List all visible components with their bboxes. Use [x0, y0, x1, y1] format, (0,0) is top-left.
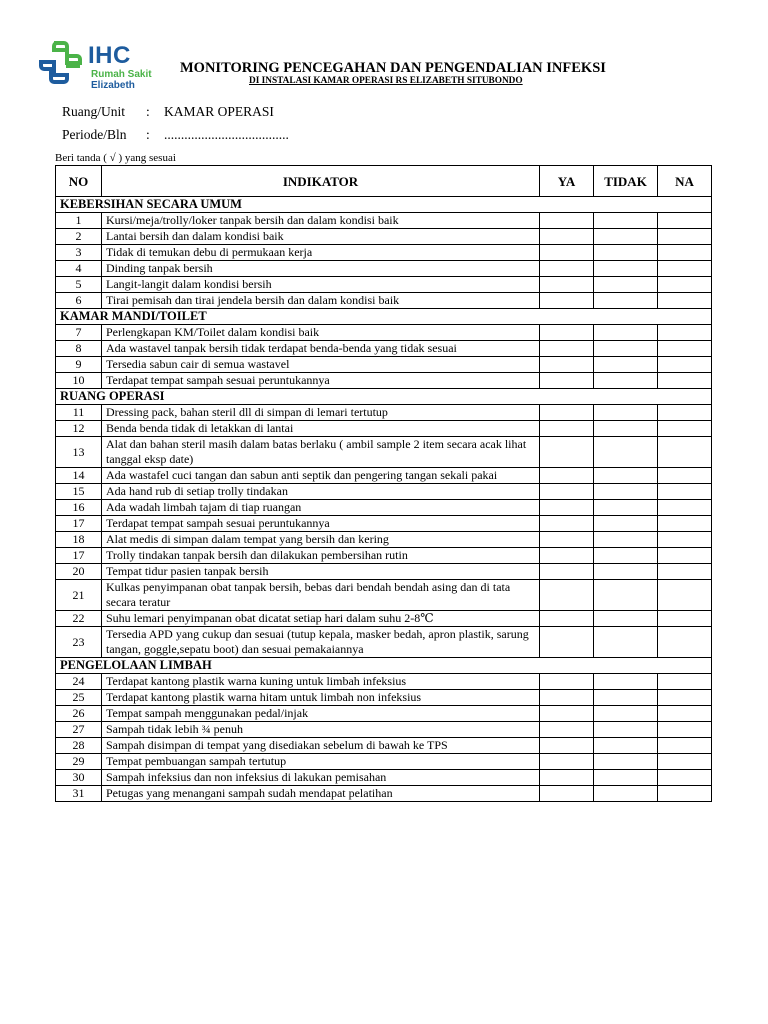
- row-number: 2: [56, 229, 102, 245]
- check-cell-tidak[interactable]: [594, 500, 658, 516]
- check-cell-tidak[interactable]: [594, 405, 658, 421]
- row-number: 30: [56, 770, 102, 786]
- page-subtitle: DI INSTALASI KAMAR OPERASI RS ELIZABETH SITUBONDO: [249, 76, 523, 86]
- indicator-text: Ada hand rub di setiap trolly tindakan: [102, 484, 540, 500]
- row-number: 29: [56, 754, 102, 770]
- indicator-text: Lantai bersih dan dalam kondisi baik: [102, 229, 540, 245]
- check-cell-na[interactable]: [658, 627, 712, 658]
- section-title: RUANG OPERASI: [56, 389, 712, 405]
- row-number: 22: [56, 611, 102, 627]
- row-number: 17: [56, 548, 102, 564]
- unit-separator: :: [146, 104, 150, 119]
- check-cell-tidak[interactable]: [594, 532, 658, 548]
- check-cell-na[interactable]: [658, 277, 712, 293]
- check-cell-na[interactable]: [658, 564, 712, 580]
- row-number: 24: [56, 674, 102, 690]
- table-row: [56, 674, 712, 690]
- check-cell-ya[interactable]: [540, 611, 594, 627]
- section-title: PENGELOLAAN LIMBAH: [56, 658, 712, 674]
- check-cell-ya[interactable]: [540, 229, 594, 245]
- check-cell-ya[interactable]: [540, 357, 594, 373]
- page-title: MONITORING PENCEGAHAN DAN PENGENDALIAN INFEKSI: [180, 60, 606, 76]
- logo-line-1: Rumah Sakit: [91, 69, 152, 80]
- section-header-row: [56, 309, 712, 325]
- indicator-text: Tempat tidur pasien tanpak bersih: [102, 564, 540, 580]
- section-header-row: [56, 658, 712, 674]
- row-number: 9: [56, 357, 102, 373]
- table-row: [56, 341, 712, 357]
- table-row: [56, 770, 712, 786]
- row-number: 5: [56, 277, 102, 293]
- table-row: [56, 690, 712, 706]
- check-cell-na[interactable]: [658, 690, 712, 706]
- check-cell-ya[interactable]: [540, 627, 594, 658]
- check-cell-na[interactable]: [658, 293, 712, 309]
- table-row: [56, 722, 712, 738]
- instruction-note: Beri tanda ( √ ) yang sesuai: [55, 152, 176, 164]
- check-cell-ya[interactable]: [540, 293, 594, 309]
- row-number: 14: [56, 468, 102, 484]
- table-row: [56, 437, 712, 468]
- check-cell-ya[interactable]: [540, 405, 594, 421]
- row-number: 23: [56, 627, 102, 658]
- row-number: 3: [56, 245, 102, 261]
- header-ya: YA: [540, 166, 594, 197]
- table-row: [56, 277, 712, 293]
- row-number: 11: [56, 405, 102, 421]
- row-number: 31: [56, 786, 102, 802]
- indicator-text: Dressing pack, bahan steril dll di simpan di lemari tertutup: [102, 405, 540, 421]
- row-number: 20: [56, 564, 102, 580]
- check-cell-tidak[interactable]: [594, 706, 658, 722]
- indicator-text: Terdapat tempat sampah sesuai peruntukannya: [102, 373, 540, 389]
- check-cell-tidak[interactable]: [594, 786, 658, 802]
- check-cell-tidak[interactable]: [594, 341, 658, 357]
- indicator-text: Tempat sampah menggunakan pedal/injak: [102, 706, 540, 722]
- row-number: 27: [56, 722, 102, 738]
- table-row: [56, 213, 712, 229]
- row-number: 16: [56, 500, 102, 516]
- check-cell-ya[interactable]: [540, 341, 594, 357]
- indicator-text: Alat medis di simpan dalam tempat yang bersih dan kering: [102, 532, 540, 548]
- period-value-field[interactable]: .....................................: [164, 127, 289, 142]
- table-row: [56, 580, 712, 611]
- row-number: 26: [56, 706, 102, 722]
- table-row: [56, 325, 712, 341]
- check-cell-na[interactable]: [658, 405, 712, 421]
- period-label: Periode/Bln: [62, 127, 127, 142]
- logo-line-2: Elizabeth: [91, 80, 135, 91]
- check-cell-na[interactable]: [658, 500, 712, 516]
- indicator-text: Terdapat kantong plastik warna hitam untuk limbah non infeksius: [102, 690, 540, 706]
- unit-label: Ruang/Unit: [62, 104, 125, 119]
- table-row: [56, 548, 712, 564]
- check-cell-na[interactable]: [658, 754, 712, 770]
- table-row: [56, 468, 712, 484]
- period-separator: :: [146, 127, 150, 142]
- check-cell-na[interactable]: [658, 786, 712, 802]
- check-cell-na[interactable]: [658, 245, 712, 261]
- indicator-text: Perlengkapan KM/Toilet dalam kondisi baik: [102, 325, 540, 341]
- check-cell-na[interactable]: [658, 484, 712, 500]
- check-cell-ya[interactable]: [540, 548, 594, 564]
- check-cell-tidak[interactable]: [594, 722, 658, 738]
- check-cell-ya[interactable]: [540, 500, 594, 516]
- table-header-row: [56, 166, 712, 197]
- check-cell-ya[interactable]: [540, 213, 594, 229]
- check-cell-na[interactable]: [658, 325, 712, 341]
- indicator-text: Tempat pembuangan sampah tertutup: [102, 754, 540, 770]
- check-cell-tidak[interactable]: [594, 516, 658, 532]
- check-cell-ya[interactable]: [540, 261, 594, 277]
- table-row: [56, 357, 712, 373]
- check-cell-tidak[interactable]: [594, 373, 658, 389]
- unit-row: [62, 104, 274, 120]
- check-cell-na[interactable]: [658, 229, 712, 245]
- check-cell-tidak[interactable]: [594, 293, 658, 309]
- check-cell-tidak[interactable]: [594, 611, 658, 627]
- row-number: 10: [56, 373, 102, 389]
- indicator-text: Terdapat tempat sampah sesuai peruntukannya: [102, 516, 540, 532]
- check-cell-ya[interactable]: [540, 277, 594, 293]
- check-cell-tidak[interactable]: [594, 690, 658, 706]
- row-number: 28: [56, 738, 102, 754]
- check-cell-na[interactable]: [658, 373, 712, 389]
- indicator-text: Petugas yang menangani sampah sudah mendapat pelatihan: [102, 786, 540, 802]
- check-cell-tidak[interactable]: [594, 468, 658, 484]
- check-cell-na[interactable]: [658, 437, 712, 468]
- row-number: 21: [56, 580, 102, 611]
- indicator-text: Dinding tanpak bersih: [102, 261, 540, 277]
- period-row: [62, 127, 289, 143]
- check-cell-ya[interactable]: [540, 421, 594, 437]
- table-row: [56, 484, 712, 500]
- table-row: [56, 421, 712, 437]
- check-cell-ya[interactable]: [540, 532, 594, 548]
- row-number: 15: [56, 484, 102, 500]
- section-title: KEBERSIHAN SECARA UMUM: [56, 197, 712, 213]
- indicator-text: Kursi/meja/trolly/loker tanpak bersih dan dalam kondisi baik: [102, 213, 540, 229]
- check-cell-tidak[interactable]: [594, 627, 658, 658]
- header-indikator: INDIKATOR: [102, 166, 540, 197]
- check-cell-ya[interactable]: [540, 373, 594, 389]
- check-cell-tidak[interactable]: [594, 548, 658, 564]
- table-row: [56, 754, 712, 770]
- table-row: [56, 627, 712, 658]
- table-row: [56, 516, 712, 532]
- row-number: 4: [56, 261, 102, 277]
- indicator-text: Terdapat kantong plastik warna kuning untuk limbah infeksius: [102, 674, 540, 690]
- check-cell-tidak[interactable]: [594, 754, 658, 770]
- checklist-table: [55, 165, 712, 802]
- table-row: [56, 293, 712, 309]
- indicator-text: Alat dan bahan steril masih dalam batas berlaku ( ambil sample 2 item secara acak lihat tanggal eksp date): [102, 437, 540, 468]
- check-cell-tidak[interactable]: [594, 245, 658, 261]
- indicator-text: Tersedia sabun cair di semua wastavel: [102, 357, 540, 373]
- check-cell-tidak[interactable]: [594, 229, 658, 245]
- row-number: 12: [56, 421, 102, 437]
- check-cell-ya[interactable]: [540, 564, 594, 580]
- hospital-logo: [38, 40, 158, 100]
- indicator-text: Tidak di temukan debu di permukaan kerja: [102, 245, 540, 261]
- header-tidak: TIDAK: [594, 166, 658, 197]
- indicator-text: Tirai pemisah dan tirai jendela bersih dan dalam kondisi baik: [102, 293, 540, 309]
- table-row: [56, 706, 712, 722]
- check-cell-ya[interactable]: [540, 437, 594, 468]
- check-cell-na[interactable]: [658, 421, 712, 437]
- indicator-text: Ada wastavel tanpak bersih tidak terdapat benda-benda yang tidak sesuai: [102, 341, 540, 357]
- table-row: [56, 229, 712, 245]
- check-cell-tidak[interactable]: [594, 738, 658, 754]
- check-cell-ya[interactable]: [540, 786, 594, 802]
- logo-brand-text: IHC: [88, 42, 131, 69]
- check-cell-na[interactable]: [658, 770, 712, 786]
- check-cell-na[interactable]: [658, 357, 712, 373]
- check-cell-ya[interactable]: [540, 722, 594, 738]
- check-cell-tidak[interactable]: [594, 437, 658, 468]
- check-cell-tidak[interactable]: [594, 421, 658, 437]
- check-cell-ya[interactable]: [540, 325, 594, 341]
- check-cell-tidak[interactable]: [594, 213, 658, 229]
- check-cell-na[interactable]: [658, 722, 712, 738]
- row-number: 18: [56, 532, 102, 548]
- check-cell-ya[interactable]: [540, 245, 594, 261]
- table-row: [56, 532, 712, 548]
- table-body: [56, 197, 712, 802]
- check-cell-tidak[interactable]: [594, 580, 658, 611]
- indicator-text: Trolly tindakan tanpak bersih dan dilakukan pembersihan rutin: [102, 548, 540, 564]
- check-cell-tidak[interactable]: [594, 277, 658, 293]
- row-number: 17: [56, 516, 102, 532]
- check-cell-na[interactable]: [658, 468, 712, 484]
- table-row: [56, 405, 712, 421]
- cross-logo-icon: [38, 40, 86, 88]
- check-cell-tidak[interactable]: [594, 564, 658, 580]
- header-no: NO: [56, 166, 102, 197]
- row-number: 6: [56, 293, 102, 309]
- section-header-row: [56, 197, 712, 213]
- check-cell-na[interactable]: [658, 213, 712, 229]
- check-cell-na[interactable]: [658, 261, 712, 277]
- table-row: [56, 261, 712, 277]
- section-title: KAMAR MANDI/TOILET: [56, 309, 712, 325]
- check-cell-ya[interactable]: [540, 484, 594, 500]
- table-row: [56, 564, 712, 580]
- row-number: 13: [56, 437, 102, 468]
- table-row: [56, 500, 712, 516]
- check-cell-na[interactable]: [658, 341, 712, 357]
- check-cell-na[interactable]: [658, 580, 712, 611]
- unit-value: KAMAR OPERASI: [164, 104, 274, 119]
- check-cell-ya[interactable]: [540, 516, 594, 532]
- row-number: 1: [56, 213, 102, 229]
- check-cell-tidak[interactable]: [594, 357, 658, 373]
- indicator-text: Sampah disimpan di tempat yang disediakan sebelum di bawah ke TPS: [102, 738, 540, 754]
- check-cell-ya[interactable]: [540, 706, 594, 722]
- check-cell-tidak[interactable]: [594, 674, 658, 690]
- check-cell-ya[interactable]: [540, 770, 594, 786]
- check-cell-ya[interactable]: [540, 674, 594, 690]
- check-cell-na[interactable]: [658, 611, 712, 627]
- check-cell-tidak[interactable]: [594, 770, 658, 786]
- indicator-text: Sampah tidak lebih ¾ penuh: [102, 722, 540, 738]
- check-cell-na[interactable]: [658, 706, 712, 722]
- check-cell-tidak[interactable]: [594, 325, 658, 341]
- check-cell-tidak[interactable]: [594, 261, 658, 277]
- check-cell-ya[interactable]: [540, 754, 594, 770]
- check-cell-ya[interactable]: [540, 690, 594, 706]
- indicator-text: Langit-langit dalam kondisi bersih: [102, 277, 540, 293]
- check-cell-na[interactable]: [658, 548, 712, 564]
- indicator-text: Kulkas penyimpanan obat tanpak bersih, bebas dari bendah bendah asing dan di tata secara teratur: [102, 580, 540, 611]
- table-row: [56, 373, 712, 389]
- check-cell-ya[interactable]: [540, 738, 594, 754]
- table-row: [56, 611, 712, 627]
- check-cell-na[interactable]: [658, 674, 712, 690]
- section-header-row: [56, 389, 712, 405]
- row-number: 25: [56, 690, 102, 706]
- check-cell-na[interactable]: [658, 516, 712, 532]
- check-cell-tidak[interactable]: [594, 484, 658, 500]
- check-cell-ya[interactable]: [540, 468, 594, 484]
- indicator-text: Ada wadah limbah tajam di tiap ruangan: [102, 500, 540, 516]
- indicator-text: Tersedia APD yang cukup dan sesuai (tutup kepala, masker bedah, apron plastik, sarung tangan, goggle,sepatu boot) dan sesuai pemakaiannya: [102, 627, 540, 658]
- row-number: 8: [56, 341, 102, 357]
- check-cell-na[interactable]: [658, 532, 712, 548]
- indicator-text: Suhu lemari penyimpanan obat dicatat setiap hari dalam suhu 2-8℃: [102, 611, 540, 627]
- table-row: [56, 738, 712, 754]
- check-cell-na[interactable]: [658, 738, 712, 754]
- row-number: 7: [56, 325, 102, 341]
- indicator-text: Benda benda tidak di letakkan di lantai: [102, 421, 540, 437]
- indicator-text: Ada wastafel cuci tangan dan sabun anti septik dan pengering tangan sekali pakai: [102, 468, 540, 484]
- table-row: [56, 786, 712, 802]
- table-row: [56, 245, 712, 261]
- indicator-text: Sampah infeksius dan non infeksius di lakukan pemisahan: [102, 770, 540, 786]
- check-cell-ya[interactable]: [540, 580, 594, 611]
- header-na: NA: [658, 166, 712, 197]
